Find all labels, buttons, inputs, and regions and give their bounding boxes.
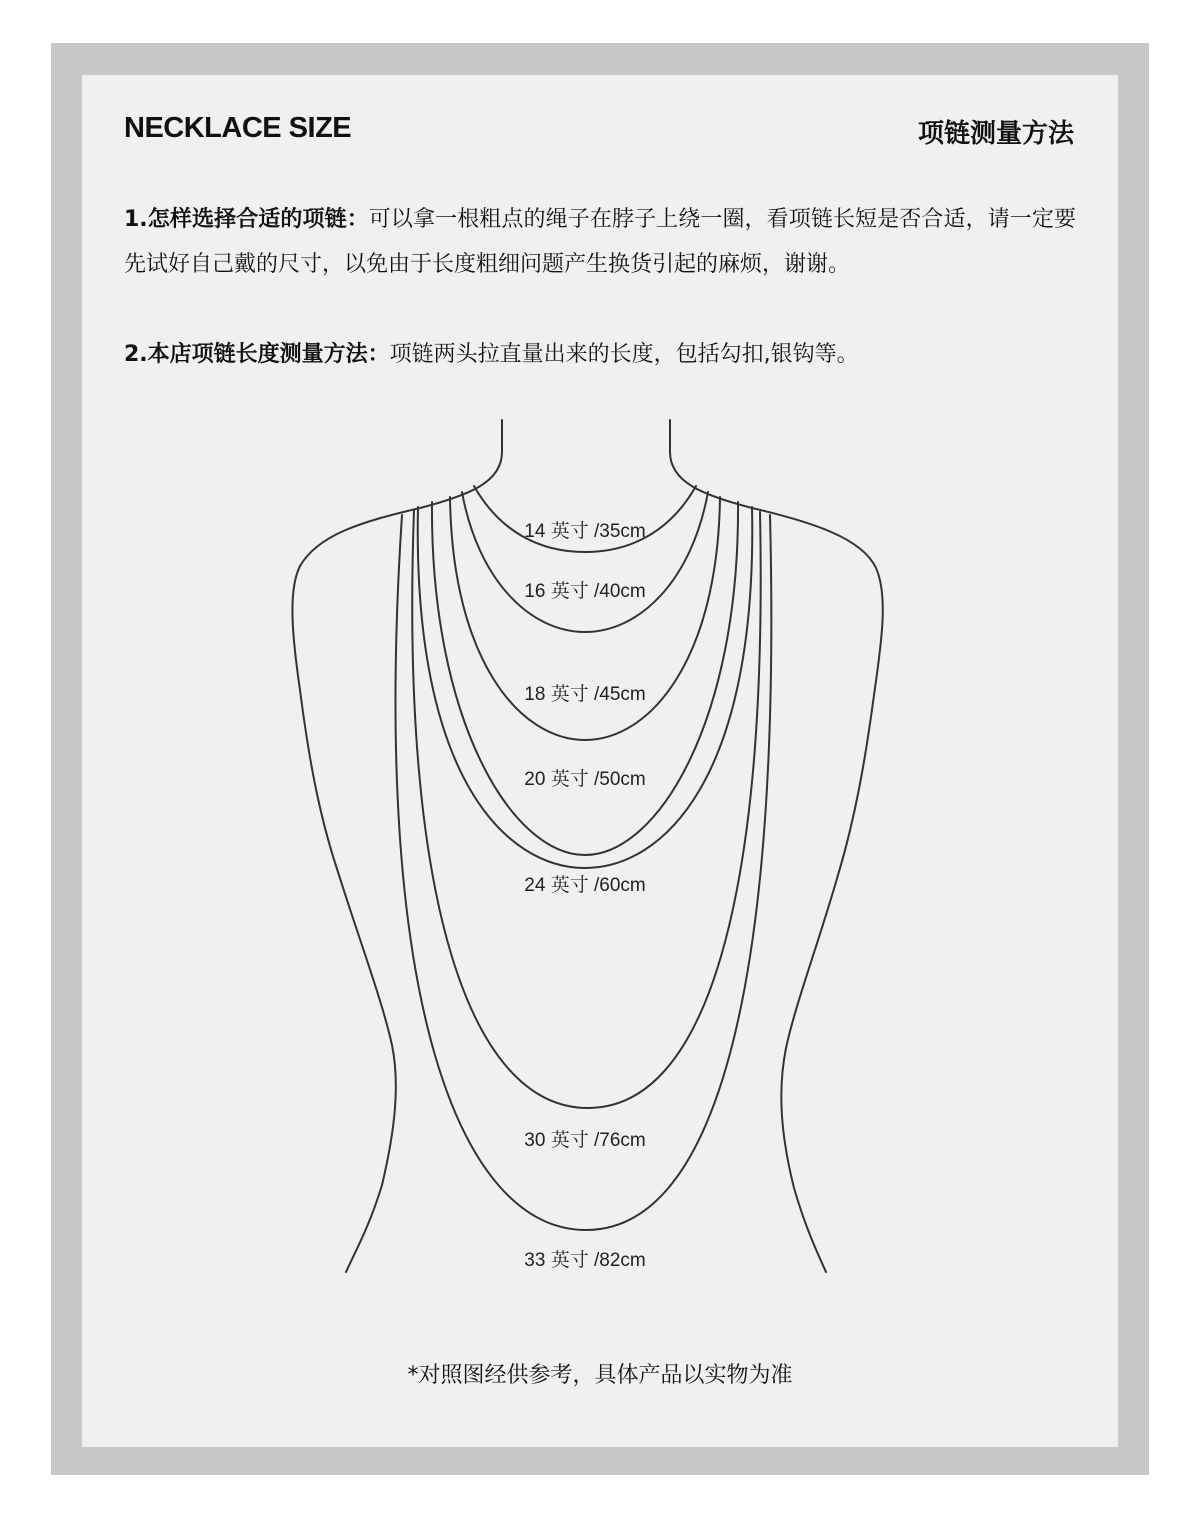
size-label-16: 16 英寸 /40cm [524,581,646,602]
necklace-16-curve [462,492,708,632]
torso-outline-right [670,420,883,1272]
size-label-24: 24 英寸 /60cm [524,875,646,896]
instruction-2-lead: 2.本店项链长度测量方法： [124,342,390,367]
size-label-18: 18 英寸 /45cm [524,684,646,705]
size-label-33: 33 英寸 /82cm [524,1250,646,1271]
title-english: NECKLACE SIZE [124,112,352,144]
instruction-1-text: 可以拿一根粗点的绳子在脖子上绕一圈，看项链长短是否合适，请一定要先试好自己戴的尺寸，以免由于长度粗细问题产生换货引起的麻烦，谢谢。 [124,207,1076,277]
instruction-2-text: 项链两头拉直量出来的长度，包括勾扣,银钩等。 [389,342,859,367]
size-label-14: 14 英寸 /35cm [524,521,646,542]
disclaimer-footnote: *对照图经供参考，具体产品以实物为准 [407,1363,793,1388]
size-label-20: 20 英寸 /50cm [524,769,646,790]
title-chinese: 项链测量方法 [917,119,1074,149]
instruction-1-lead: 1.怎样选择合适的项链： [124,207,369,232]
size-label-30: 30 英寸 /76cm [524,1130,646,1151]
